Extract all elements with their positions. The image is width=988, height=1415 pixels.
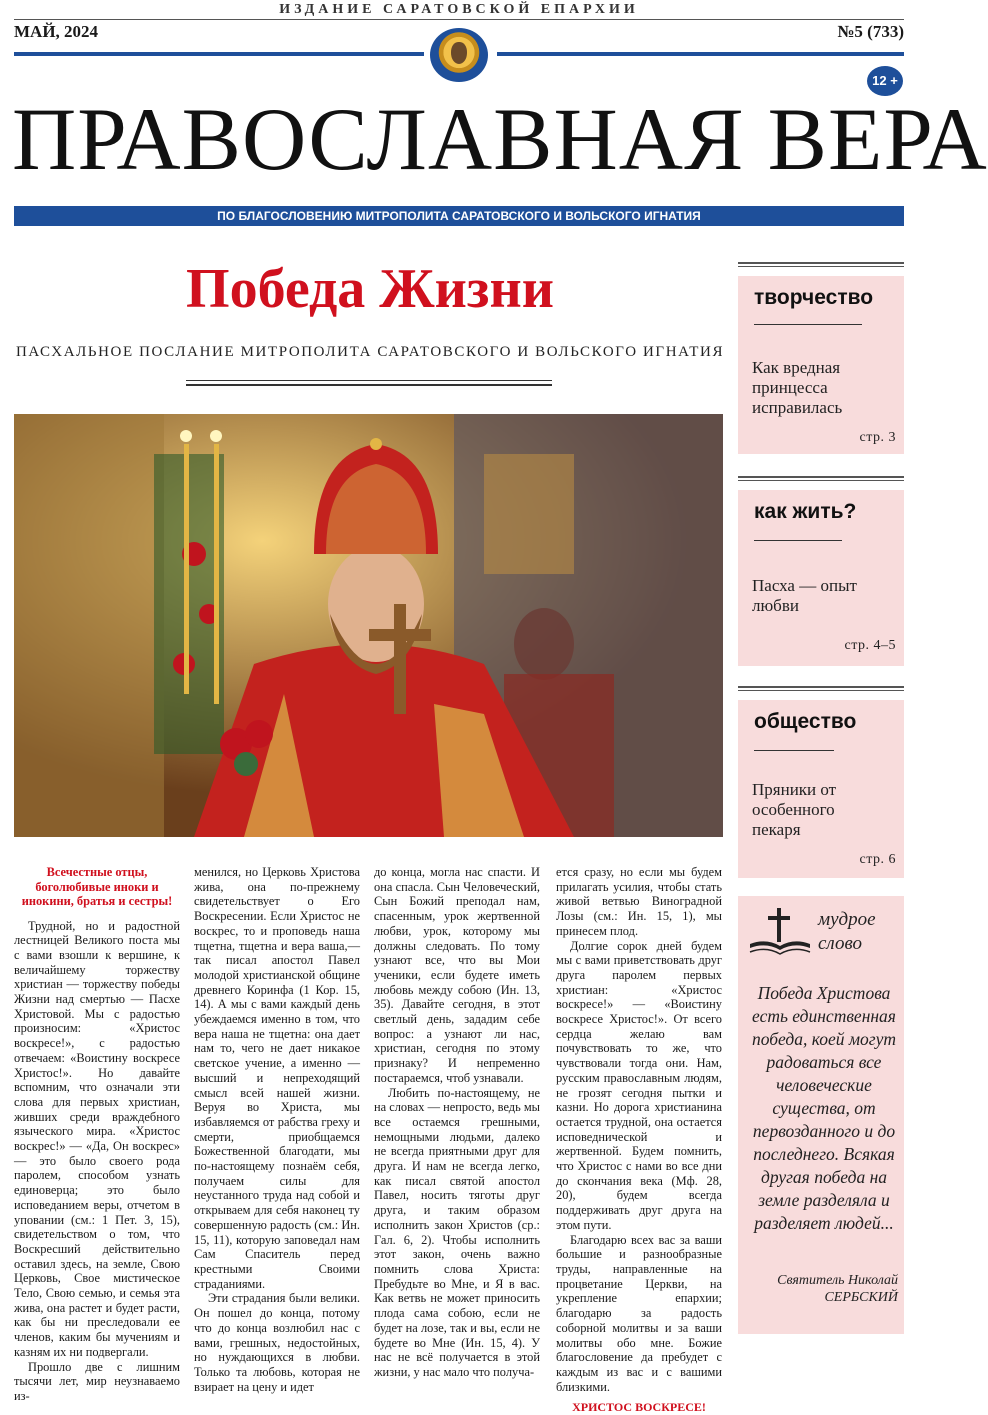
sidebar-rule [738, 686, 904, 691]
wisdom-box [738, 896, 904, 1334]
publisher-line: ИЗДАНИЕ САРАТОВСКОЙ ЕПАРХИИ [279, 2, 639, 17]
blessing-bar: ПО БЛАГОСЛОВЕНИЮ МИТРОПОЛИТА САРАТОВСКОГО И ВОЛЬСКОГО ИГНАТИЯ [14, 206, 904, 226]
paragraph: Долгие сорок дней будем мы с вами приветствовать друг друга паролем первых христиан: «Христос воскресе!» — «Воистину воскресе Христос!». От всего сердца желаю вам почувствовать то же, что чувствовали тогда они. Нам, русским православным людям, не грозят сегодня пытки и казни. Но дорога христианина остается трудной, она остается исповеднической и жертвенной. Будем помнить, что Христос с нами во все дни до скончания века (Мф. 28, 20), будем всегда поддерживать друг друга на этом пути. [556, 938, 722, 1232]
paragraph: Любить по-настоящему, не на словах — непросто, ведь мы все остаемся грешными, немощными людьми, далеко не всегда приятными друг для друга. И нам не всегда легко, как писал святой апостол Павел, носить тяготы друг друга, и таким образом исполнить закон Христов (ср.: Гал. 6, 2). Чтобы исполнить этот закон, очень важно помнить слова Христа: Пребудьте во Мне, и Я в вас. Как ветвь не может приносить плода сама собою, если не будет на лозе, так и вы, если не будете во Мне (Ин. 15, 4). У нас не всё получается в этой жизни, у нас мало что получа- [374, 1085, 541, 1379]
section-underline [754, 324, 862, 325]
masthead-title: ПРАВОСЛАВНАЯ ВЕРА [12, 91, 988, 189]
teaser-text: Как вредная принцесса исправилась [752, 358, 843, 417]
bishop-photo-illustration [14, 414, 723, 837]
wisdom-title: мудрое слово [818, 909, 876, 954]
sidebar-box-society[interactable] [738, 700, 904, 878]
paragraph: Прошло две с лишним тысячи лет, мир неузнаваемо из- [14, 1359, 180, 1403]
headline-divider [186, 380, 552, 386]
paragraph: Эти страдания были велики. Он пошел до конца, потому что до конца возлюбил нас с вами, грешных, недостойных, но нуждающихся в любви. Только та любовь, которая не взирает на цену и идет [194, 1291, 360, 1394]
section-underline [754, 750, 834, 751]
article-greeting: Всечестные отцы, боголюбивые иноки и инокини, братья и сестры! [21, 865, 173, 908]
article-closing: ХРИСТОС ВОСКРЕСЕ! [572, 1400, 706, 1415]
page-reference: стр. 4–5 [844, 638, 896, 653]
quote-author: Святитель Николай СЕРБСКИЙ [777, 1273, 898, 1305]
paragraph: менился, но Церковь Христова жива, она по-прежнему свидетельствует о Его Воскресении. Если Христос не воскрес, то и проповедь наша тщетна, тщетна и вера ваша,— так писал апостол Павел молодой христианской общине древнего Коринфа (1 Кор. 15, 14). А мы с вами каждый день убеждаемся именно в том, что вера наша не тщетна: она дает нам то, чего не дает никакое светское учение, а именно — высший и непреходящий смысл всей нашей жизни. Веруя во Христа, мы избавляемся от рабства греху и смерти, приобщаемся Божественной благодати, мы по-настоящему познаём себя, получаем силы для неустанного труда над собой и открываем для себя наконец ту совершенную радость (см.: Ин. 15, 11), которую заповедал нам Сам Спаситель перед крестными Своими страданиями. [194, 865, 360, 1291]
icon-emblem [430, 28, 488, 82]
sidebar-rule [738, 476, 904, 481]
teaser-text: Пасха — опыт любви [752, 576, 857, 615]
blue-rule-left [14, 52, 424, 56]
sidebar-box-how-to-live[interactable] [738, 490, 904, 666]
article-column-2 [194, 865, 360, 1394]
sidebar-box-creativity[interactable] [738, 276, 904, 454]
paragraph: до конца, могла нас спасти. И она спасла. Сын Человеческий, Сын Божий преподал нам, спасенным, урок жертвенной любви, урок, которому мы должны следовать. По тому узнают все, что вы Мои ученики, если будете иметь любовь между собою (Ин. 13, 35). Давайте сегодня, в этот светлый день, зададим себе вопрос: а узнают ли нас, христиан, сегодня по этому признаку? И непременно постараемся, чтоб узнавали. [374, 865, 540, 1085]
article-headline: Победа Жизни [186, 258, 554, 320]
article-column-4 [556, 865, 722, 1415]
teaser-text: Пряники от особенного пекаря [752, 780, 837, 839]
blue-rule-right [497, 52, 904, 56]
paragraph: ется сразу, но если мы будем прилагать усилия, чтобы стать живой ветвью Виноградной Лозы (см.: Ин. 15, 1), мы принесем плод. [556, 865, 722, 938]
top-rule [14, 19, 904, 20]
article-body [14, 865, 726, 1415]
cross-book-icon [746, 906, 814, 960]
section-title: общество [754, 710, 857, 733]
article-subhead: ПАСХАЛЬНОЕ ПОСЛАНИЕ МИТРОПОЛИТА САРАТОВСКОГО И ВОЛЬСКОГО ИГНАТИЯ [15, 344, 725, 360]
section-title: как жить? [754, 500, 857, 523]
page-reference: стр. 3 [859, 430, 896, 445]
issue-date: МАЙ, 2024 [14, 22, 99, 41]
article-column-1 [14, 865, 180, 1404]
cover-photo [14, 414, 723, 837]
article-column-3 [374, 865, 540, 1380]
issue-number: №5 (733) [837, 22, 904, 41]
christ-face-icon [451, 42, 467, 64]
section-underline [754, 540, 842, 541]
page-reference: стр. 6 [859, 852, 896, 867]
paragraph: Благодарю всех вас за ваши большие и разнообразные труды, направленные на процветание Церкви, на укрепление епархии; благодарю за радость соборной молитвы и за ваши молитвы обо мне. Божие благословение да пребудет с каждым из вас и с вашими близкими. [556, 1232, 722, 1394]
paragraph: Трудной, но и радостной лестницей Великого поста мы с вами взошли к вершине, к величайшему торжеству христиан — торжеству победы Жизни над смертью — Пасхе Христовой. Мы с радостью произносим: «Христос воскресе!», с радостью отвечаем: «Воистину воскресе Христос!». Но давайте вспомним, что означали эти слова для первых христиан, живших среди враждебного языческого мира. «Христос воскрес!» — «Да, Он воскрес» — это было своего рода паролем, способом узнать единоверца; это было исповеданием веры, отчетом в уповании (см.: 1 Пет. 3, 15), свидетельством о том, что Воскресший действительно оставил здесь, на земле, Свою Церковь, Свое мистическое Тело, Свою семью, и семья эта жива, она растет и будет расти, как бы ни преследовали ее членов, каким бы мучениям и казням их ни подвергали. [14, 918, 180, 1359]
wisdom-quote: Победа Христова есть единственная победа, коей могут радоваться все человеческие существа, от первозданного и до последнего. Всякая другая победа на земле разделяла и разделяет людей... [751, 983, 897, 1233]
sidebar-rule [738, 262, 904, 267]
age-rating-badge: 12 + [867, 66, 903, 96]
section-title: творчество [754, 286, 874, 309]
